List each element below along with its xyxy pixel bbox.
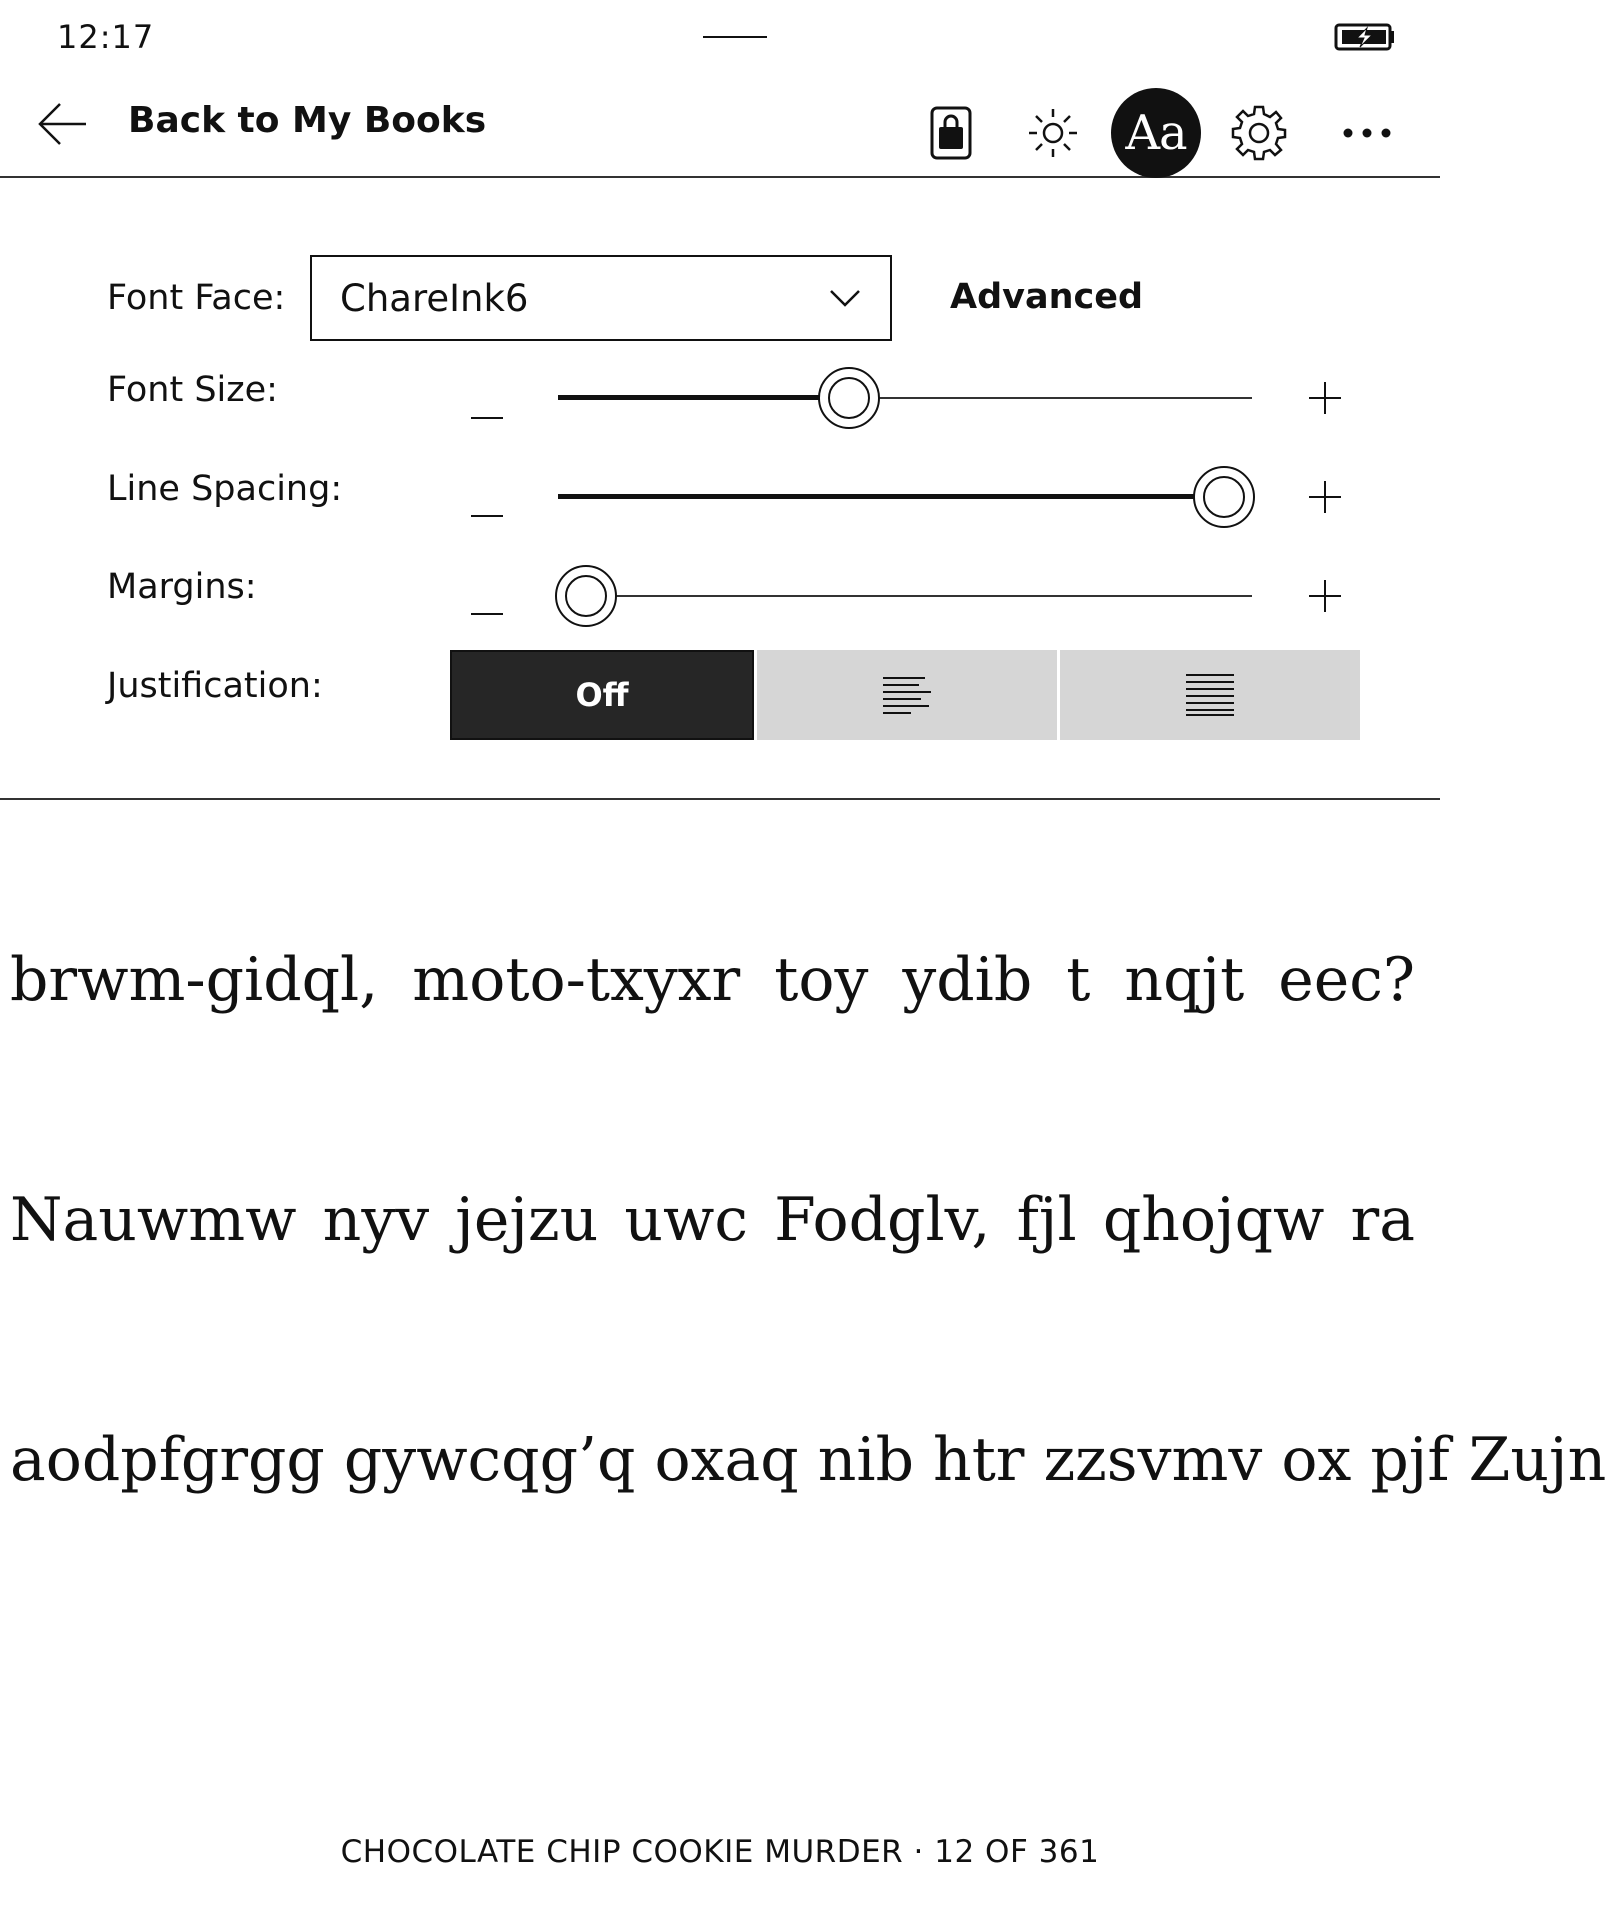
more-icon [1342, 127, 1392, 139]
slider-fill [558, 494, 1224, 499]
book-page[interactable] [0, 800, 1606, 1800]
settings-button[interactable] [1214, 88, 1304, 178]
font-face-label: Font Face: [107, 278, 286, 318]
margins-slider[interactable] [558, 561, 1252, 631]
slider-knob[interactable] [1193, 466, 1255, 528]
store-bag-icon [929, 103, 973, 163]
battery-charging-icon [1335, 22, 1395, 52]
clock: 12:17 [57, 18, 155, 56]
font-size-slider[interactable] [558, 363, 1252, 433]
font-settings-panel [0, 178, 1440, 800]
more-options-button[interactable] [1322, 88, 1412, 178]
reader-toolbar [0, 74, 1440, 178]
store-bag-button[interactable] [906, 88, 996, 178]
font-settings-icon: Aa [1125, 105, 1187, 161]
gear-icon [1229, 103, 1289, 163]
font-face-value: ChareInk6 [340, 277, 529, 320]
font-settings-button[interactable] [1111, 88, 1201, 178]
margins-label: Margins: [107, 567, 257, 607]
brightness-button[interactable] [1008, 88, 1098, 178]
justification-segmented-control [450, 650, 1360, 740]
justify-icon [1184, 673, 1236, 717]
font-size-increase-button[interactable] [1305, 378, 1345, 418]
pull-down-handle[interactable] [703, 36, 767, 38]
advanced-button[interactable]: Advanced [950, 277, 1144, 317]
justification-label: Justification: [107, 666, 323, 706]
back-arrow-icon[interactable] [34, 96, 90, 152]
status-bar [0, 0, 1440, 74]
font-size-decrease-button[interactable] [467, 398, 507, 438]
chevron-down-icon [828, 287, 862, 309]
font-size-label: Font Size: [107, 370, 278, 410]
justification-off-label: Off [575, 676, 629, 714]
page-progress-footer: CHOCOLATE CHIP COOKIE MURDER · 12 OF 361 [340, 1834, 1100, 1870]
book-text-line: Nauwmw nyv jejzu uwc Fodglv, fjl qhojqw ra [10, 1185, 1415, 1255]
left-align-icon [881, 675, 933, 715]
line-spacing-label: Line Spacing: [107, 469, 343, 509]
brightness-icon [1025, 105, 1081, 161]
justification-left-option[interactable] [757, 650, 1057, 740]
justification-off-option[interactable] [450, 650, 754, 740]
book-text-line: aodpfgrgg gywcqg’q oxaq nib htr zzsvmv ox pjf Zujn [10, 1425, 1606, 1495]
slider-knob[interactable] [818, 367, 880, 429]
font-face-dropdown[interactable] [310, 255, 892, 341]
slider-fill [558, 395, 849, 400]
line-spacing-decrease-button[interactable] [467, 496, 507, 536]
book-text-line: brwm-gidql, moto-txyxr toy ydib t nqjt eec? [10, 945, 1415, 1015]
back-to-my-books-link[interactable]: Back to My Books [128, 100, 487, 141]
slider-knob[interactable] [555, 565, 617, 627]
slider-track [558, 595, 1252, 597]
margins-decrease-button[interactable] [467, 594, 507, 634]
line-spacing-increase-button[interactable] [1305, 477, 1345, 517]
justification-full-option[interactable] [1060, 650, 1360, 740]
line-spacing-slider[interactable] [558, 462, 1252, 532]
margins-increase-button[interactable] [1305, 576, 1345, 616]
